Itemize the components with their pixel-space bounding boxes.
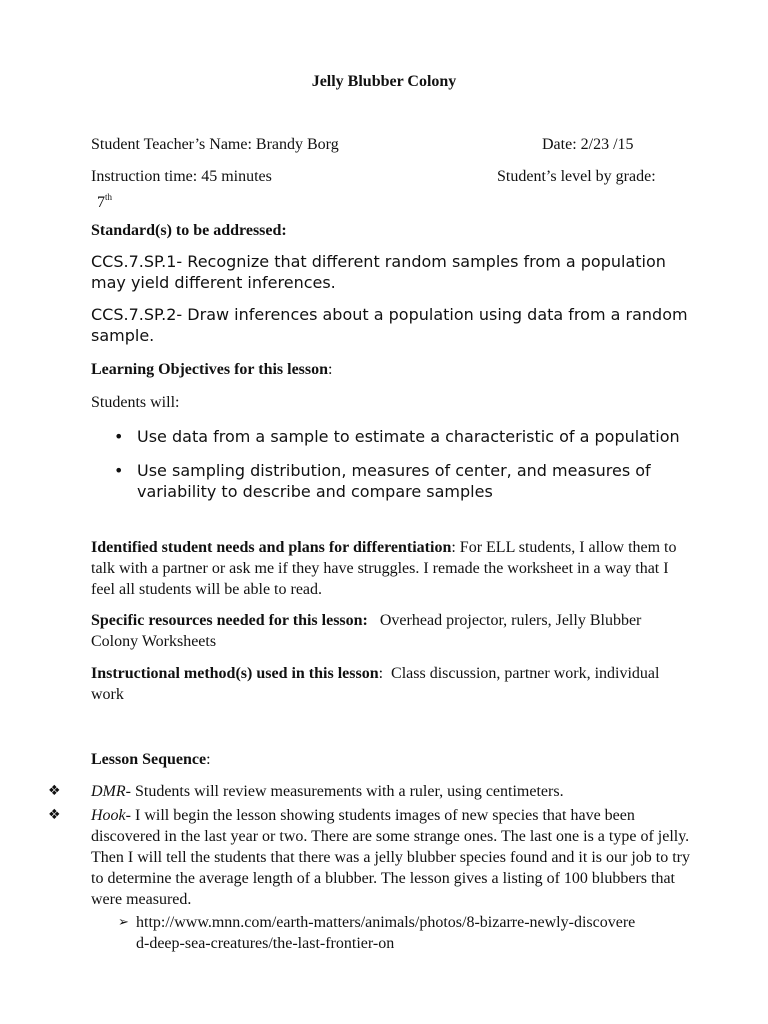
arrow-bullet-icon: ➢ [118, 915, 129, 930]
objectives-heading-text: Learning Objectives for this lesson [91, 361, 329, 378]
reference-link[interactable]: http://www.mnn.com/earth-matters/animals/photos/8-bizarre-newly-discovered-deep-sea-creatures/the-last-frontier-on [136, 914, 636, 952]
objectives-intro: Students will: [91, 394, 180, 411]
sequence-heading-colon: : [206, 751, 211, 768]
objectives-list [114, 426, 689, 515]
sequence-item-text: - Students will review measurements with a ruler, using centimeters. [125, 783, 564, 800]
objectives-heading [91, 359, 332, 380]
sequence-item-lead: DMR [91, 783, 126, 800]
bullet-icon: • [114, 461, 124, 480]
lesson-date: Date: 2/23 /15 [542, 136, 634, 153]
methods-paragraph [91, 663, 666, 705]
differentiation-text: : For ELL students, I allow them to talk with a partner or ask me if they have struggles. I remade the worksheet in a way that I feel all students will be able to read. [91, 539, 677, 598]
grade-number: 7 [97, 194, 105, 211]
grade-level-value [97, 187, 112, 213]
sequence-item-lead: Hook [91, 807, 126, 824]
resources-paragraph [91, 610, 666, 652]
objective-text: Use sampling distribution, measures of center, and measures of variability to describe and compare samples [137, 461, 651, 501]
sequence-heading [91, 749, 211, 770]
list-item [114, 426, 689, 447]
sequence-heading-text: Lesson Sequence [91, 751, 207, 768]
page-title: Jelly Blubber Colony [311, 73, 457, 90]
diamond-bullet-icon: ❖ [48, 783, 61, 799]
differentiation-label: Identified student needs and plans for differentiation [91, 539, 452, 556]
resources-label: Specific resources needed for this lesson: [91, 612, 368, 629]
standard-item: CCS.7.SP.1- Recognize that different random samples from a population may yield different inferences. [91, 252, 666, 292]
teacher-name: Student Teacher’s Name: Brandy Borg [91, 136, 339, 153]
standards-heading: Standard(s) to be addressed: [91, 222, 287, 239]
sequence-item-text: - I will begin the lesson showing students images of new species that have been discovered in the last year or two. There are some strange ones. The last one is a type of jelly. Then I will tell the students that there was a jelly blubber species found and it is our job to try to determine the average length of a blubber. The lesson gives a listing of 100 blubbers that were measured. [91, 807, 690, 908]
methods-text: : Class discussion, partner work, individual work [91, 665, 664, 703]
objective-text: Use data from a sample to estimate a characteristic of a population [137, 427, 680, 446]
standard-item: CCS.7.SP.2- Draw inferences about a population using data from a random sample. [91, 305, 688, 345]
objectives-heading-colon: : [328, 361, 333, 378]
list-item [114, 460, 689, 502]
differentiation-paragraph [91, 537, 691, 600]
instruction-time: Instruction time: 45 minutes [91, 168, 272, 185]
diamond-bullet-icon: ❖ [48, 807, 61, 823]
grade-level-label: Student’s level by grade: [497, 168, 656, 185]
grade-ordinal-suffix: th [105, 192, 113, 202]
methods-label: Instructional method(s) used in this lesson [91, 665, 379, 682]
bullet-icon: • [114, 427, 124, 446]
resources-text: Overhead projector, rulers, Jelly Blubber Colony Worksheets [91, 612, 646, 650]
